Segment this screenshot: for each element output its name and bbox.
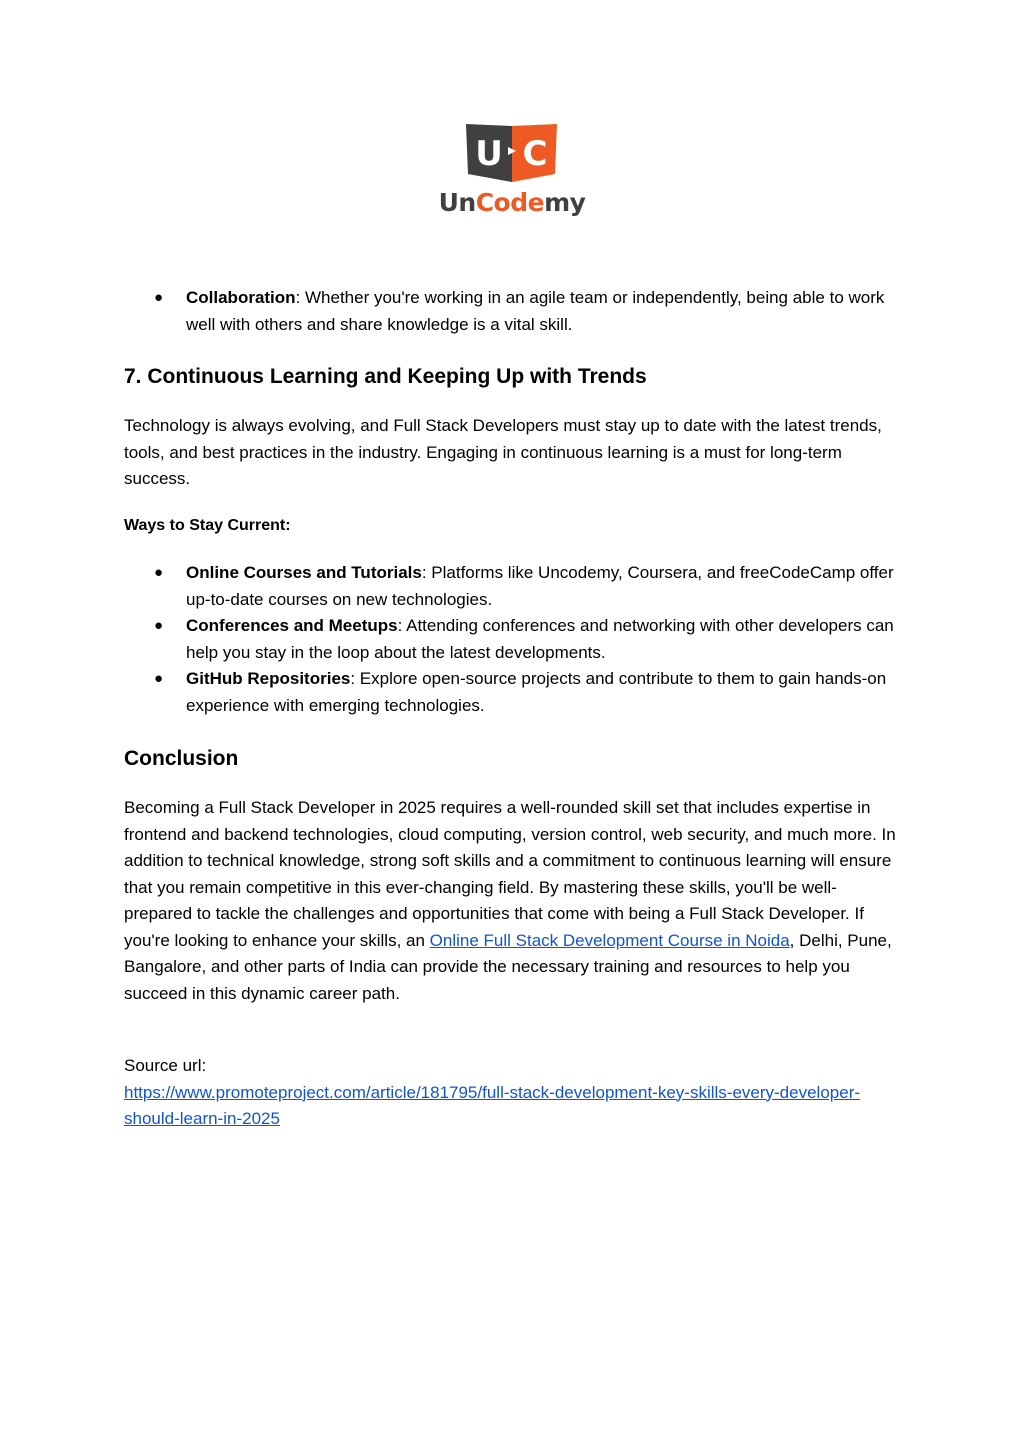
logo-mark-right-letter: C <box>522 134 548 174</box>
conclusion-paragraph <box>124 795 900 1007</box>
list-item-term: Conferences and Meetups <box>186 616 398 635</box>
ways-subheading: Ways to Stay Current: <box>124 516 291 534</box>
logo-word-part3: my <box>544 188 586 217</box>
uncodemy-logo <box>436 122 588 220</box>
list-item-text: : Whether you're working in an agile team or independently, being able to work well with others and share knowledge is a vital skill. <box>186 288 885 334</box>
ways-list <box>124 560 900 719</box>
logo-wordmark <box>436 188 588 218</box>
source-url-link[interactable]: https://www.promoteproject.com/article/181795/full-stack-development-key-skills-every-developer-should-learn-in-2025 <box>124 1082 861 1128</box>
list-item-text: : Explore open-source projects and contribute to them to gain hands-on experience with emerging technologies. <box>186 669 887 715</box>
list-item <box>124 613 900 666</box>
conclusion-heading: Conclusion <box>124 747 239 770</box>
document-content <box>124 285 900 1133</box>
list-item-text: : Platforms like Uncodemy, Coursera, and freeCodeCamp offer up-to-date courses on new technologies. <box>186 563 894 609</box>
bullet-icon: ● <box>154 617 164 634</box>
list-item-term: GitHub Repositories <box>186 669 351 688</box>
logo-word-part2: Code <box>475 188 545 217</box>
list-item <box>124 285 900 338</box>
bullet-icon: ● <box>154 670 164 687</box>
uncodemy-logo-mark <box>436 122 588 188</box>
section-heading: 7. Continuous Learning and Keeping Up with Trends <box>124 365 647 388</box>
logo-mark-left-letter: U <box>475 134 503 174</box>
list-item <box>124 666 900 719</box>
course-link[interactable]: Online Full Stack Development Course in Noida <box>429 930 790 950</box>
conclusion-text-after-link: , Delhi, Pune, Bangalore, and other parts of India can provide the necessary training and resources to help you succeed in this dynamic career path. <box>124 930 892 1003</box>
bullet-icon: ● <box>154 289 164 306</box>
list-item-text: : Attending conferences and networking with other developers can help you stay in the loop about the latest developments. <box>186 616 894 662</box>
list-item-term: Online Courses and Tutorials <box>186 563 422 582</box>
list-item-term: Collaboration <box>186 288 296 307</box>
section-intro-paragraph: Technology is always evolving, and Full Stack Developers must stay up to date with the latest trends, tools, and best practices in the industry. Engaging in continuous learning is a must for long-term success. <box>124 416 882 488</box>
list-item <box>124 560 900 613</box>
source-label: Source url: <box>124 1056 207 1075</box>
source-block <box>124 1053 900 1133</box>
logo-word-part1: Un <box>438 188 476 217</box>
conclusion-text-before-link: Becoming a Full Stack Developer in 2025 requires a well-rounded skill set that includes expertise in frontend and backend technologies, cloud computing, version control, web security, and much more. In addition to technical knowledge, strong soft skills and a commitment to continuous learning will ensure that you remain competitive in this ever-changing field. By mastering these skills, you'll be well-prepared to tackle the challenges and opportunities that come with being a Full Stack Developer. If you're looking to enhance your skills, an <box>124 798 896 950</box>
bullet-icon: ● <box>154 564 164 581</box>
collaboration-list <box>124 285 900 338</box>
